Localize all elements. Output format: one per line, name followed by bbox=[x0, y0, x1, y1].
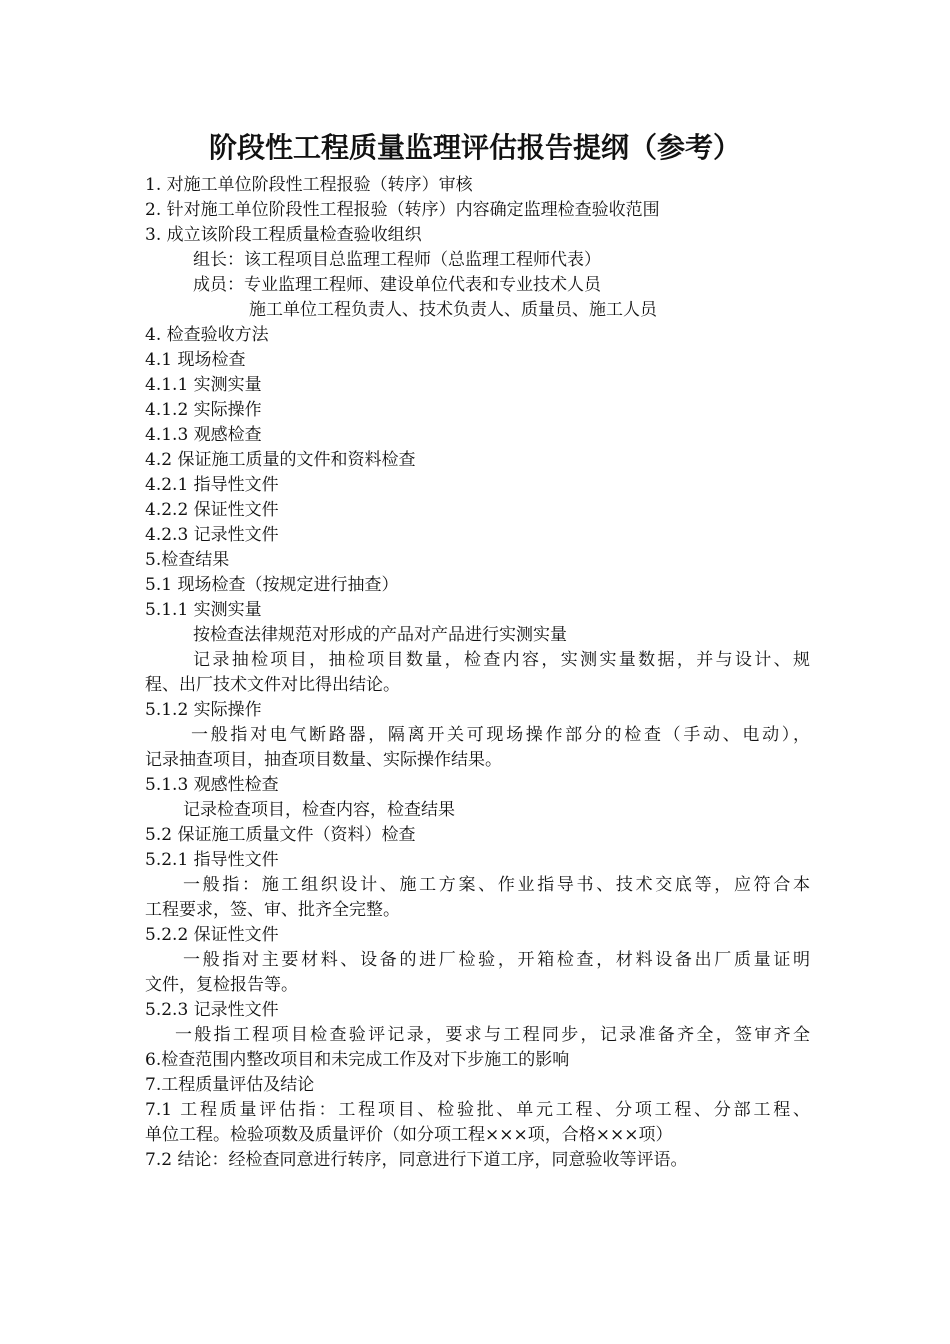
list-item: 3. 成立该阶段工程质量检查验收组织 bbox=[145, 225, 422, 245]
paragraph-line: 7.2 结论：经检查同意进行转序，同意进行下道工序，同意验收等评语。 bbox=[145, 1150, 688, 1170]
section-heading: 5.1.3 观感性检查 bbox=[145, 775, 279, 795]
paragraph-line: 记录检查项目，检查内容，检查结果 bbox=[183, 800, 455, 820]
section-heading: 5.1.1 实测实量 bbox=[145, 600, 262, 620]
section-heading: 5.2.2 保证性文件 bbox=[145, 925, 279, 945]
section-heading: 4.2.1 指导性文件 bbox=[145, 475, 279, 495]
paragraph-line: 按检查法律规范对形成的产品对产品进行实测实量 bbox=[193, 625, 567, 645]
list-item: 1. 对施工单位阶段性工程报验（转序）审核 bbox=[145, 175, 473, 195]
paragraph-line: 工程要求，签、审、批齐全完整。 bbox=[145, 900, 400, 920]
section-heading: 4.2.3 记录性文件 bbox=[145, 525, 279, 545]
paragraph-line: 7.1 工程质量评估指：工程项目、检验批、单元工程、分项工程、分部工程、 bbox=[145, 1100, 810, 1120]
section-heading: 4.1.2 实际操作 bbox=[145, 400, 262, 420]
section-heading: 4.2.2 保证性文件 bbox=[145, 500, 279, 520]
paragraph-line: 一般指对主要材料、设备的进厂检验，开箱检查，材料设备出厂质量证明 bbox=[183, 950, 810, 970]
paragraph-line: 记录抽查项目，抽查项目数量、实际操作结果。 bbox=[145, 750, 502, 770]
section-heading: 6.检查范围内整改项目和未完成工作及对下步施工的影响 bbox=[145, 1050, 570, 1070]
section-heading: 4.1.3 观感检查 bbox=[145, 425, 262, 445]
section-heading: 4.1 现场检查 bbox=[145, 350, 246, 370]
section-heading: 5.2 保证施工质量文件（资料）检查 bbox=[145, 825, 416, 845]
document-title: 阶段性工程质量监理评估报告提纲（参考） bbox=[208, 131, 741, 164]
list-item: 成员：专业监理工程师、建设单位代表和专业技术人员 bbox=[193, 275, 601, 295]
section-heading: 4.2 保证施工质量的文件和资料检查 bbox=[145, 450, 416, 470]
list-item: 2. 针对施工单位阶段性工程报验（转序）内容确定监理检查验收范围 bbox=[145, 200, 660, 220]
document-body bbox=[145, 173, 810, 1173]
section-heading: 4. 检查验收方法 bbox=[145, 325, 269, 345]
section-heading: 4.1.1 实测实量 bbox=[145, 375, 262, 395]
section-heading: 5.2.1 指导性文件 bbox=[145, 850, 279, 870]
paragraph-line: 一般指：施工组织设计、施工方案、作业指导书、技术交底等，应符合本 bbox=[183, 875, 810, 895]
section-heading: 5.2.3 记录性文件 bbox=[145, 1000, 279, 1020]
section-heading: 5.1.2 实际操作 bbox=[145, 700, 262, 720]
paragraph-line: 文件，复检报告等。 bbox=[145, 975, 298, 995]
paragraph-line: 记录抽检项目，抽检项目数量，检查内容，实测实量数据，并与设计、规 bbox=[193, 650, 810, 670]
section-heading: 5.1 现场检查（按规定进行抽查） bbox=[145, 575, 399, 595]
list-item: 施工单位工程负责人、技术负责人、质量员、施工人员 bbox=[249, 300, 657, 320]
paragraph-line: 一般指工程项目检查验评记录，要求与工程同步，记录准备齐全，签审齐全 bbox=[175, 1025, 810, 1045]
paragraph-line: 程、出厂技术文件对比得出结论。 bbox=[145, 675, 400, 695]
section-heading: 7.工程质量评估及结论 bbox=[145, 1075, 315, 1095]
paragraph-line: 单位工程。检验项数及质量评价（如分项工程×××项，合格×××项） bbox=[145, 1125, 673, 1145]
section-heading: 5.检查结果 bbox=[145, 550, 230, 570]
list-item: 组长：该工程项目总监理工程师（总监理工程师代表） bbox=[193, 250, 601, 270]
paragraph-line: 一般指对电气断路器，隔离开关可现场操作部分的检查（手动、电动）， bbox=[191, 725, 810, 745]
